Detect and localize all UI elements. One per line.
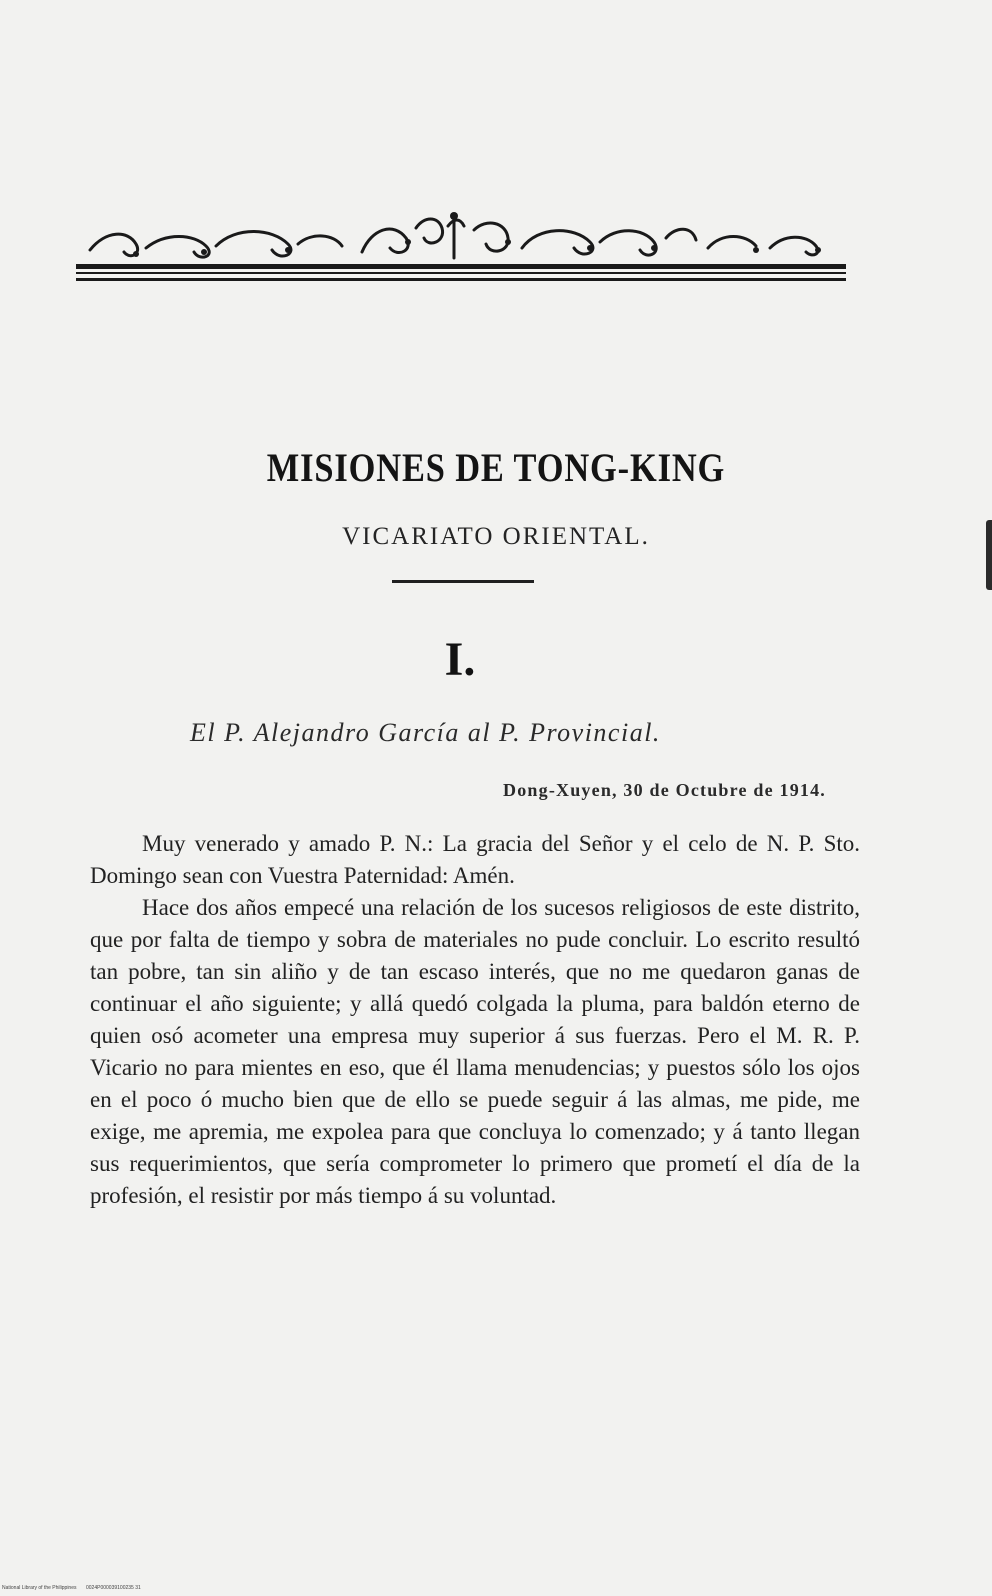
letter-body	[90, 828, 860, 1212]
page-subtitle: VICARIATO ORIENTAL.	[342, 523, 650, 550]
title-divider	[392, 580, 534, 583]
paragraph: Hace dos años empecé una relación de los sucesos religiosos de este distrito, que por falta de tiempo y sobra de materiales no pude concluir. Lo escrito resultó tan pobre, tan sin aliño y de tan escaso interés, que no me quedaron ganas de continuar el año siguiente; y allá quedó colgada la pluma, para baldón eterno de quien osó acometer una empresa muy superior á sus fuerzas. Pero el M. R. P. Vicario no para mientes en eso, que él llama menudencias; y puestos sólo los ojos en el poco ó mucho bien que de ello se puede seguir á las almas, me pide, me exige, me apremia, me expolea para que concluya lo comenzado; y á tanto llegan sus requerimientos, que sería comprometer lo primero que prometí el día de la profesión, el resistir por más tiempo á su voluntad.	[90, 895, 860, 1208]
page-edge-mark	[986, 520, 992, 590]
page-title: MISIONES DE TONG-KING	[266, 445, 726, 490]
letter-heading: El P. Alejandro García al P. Provincial.	[190, 718, 661, 747]
footer-id: 0024P000039100235 31	[86, 1585, 141, 1591]
paragraph: Muy venerado y amado P. N.: La gracia del Señor y el celo de N. P. Sto. Domingo sean con Vuestra Paternidad: Amén.	[90, 831, 860, 888]
section-numeral: I.	[444, 633, 476, 686]
letter-dateline: Dong-Xuyen, 30 de Octubre de 1914.	[503, 780, 826, 800]
decorative-header-ornament	[76, 208, 846, 298]
footer-library: National Library of the Philippines	[2, 1585, 77, 1591]
